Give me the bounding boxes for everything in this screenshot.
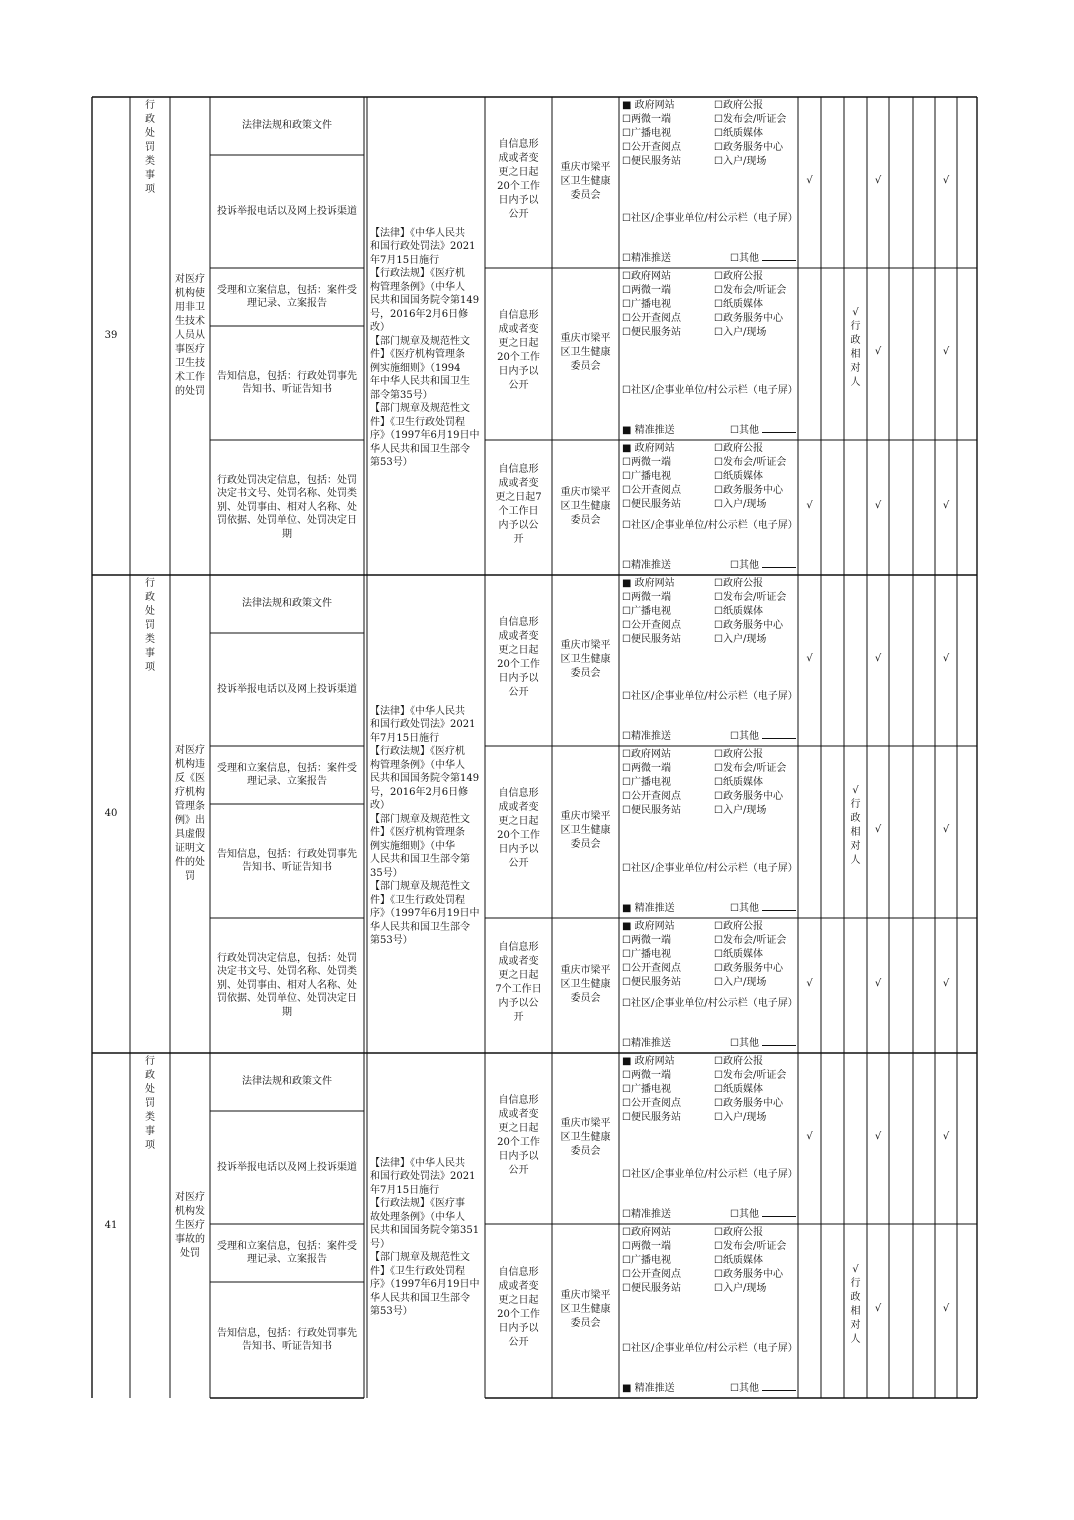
channel-options [622, 748, 796, 818]
disclosure-agency: 重庆市梁平 区卫生健康 委员会 [560, 486, 611, 526]
disclosure-agency: 重庆市梁平 区卫生健康 委员会 [560, 639, 611, 679]
channel-option: ☐纸质媒体 [714, 471, 763, 482]
disclosure-channels [622, 577, 796, 744]
channel-option: ☐广播电视 [622, 949, 671, 960]
target-audience: √ 行 政 相 对 人 [850, 307, 861, 388]
check-mark: √ [942, 977, 950, 989]
check-mark: √ [942, 346, 950, 357]
disclosure-channels [622, 270, 796, 438]
check-mark: √ [806, 977, 813, 989]
channel-option: ☐发布会/听证会 [714, 763, 787, 774]
channel-option: ☐广播电视 [622, 128, 671, 139]
item-name: 对医疗 机构违 反《医 疗机构 管理条 例》出 具虚假 证明文 件的处 罚 [175, 745, 205, 882]
channel-option: ☐便民服务站 [622, 977, 681, 988]
check-mark: √ [874, 652, 882, 664]
other-option: ☐其他 [730, 1038, 759, 1049]
blank-underline [762, 902, 796, 911]
disclosure-content: 受理和立案信息，包括：案件受理记录、立案报告 [217, 1240, 357, 1265]
channel-option: ☐两微一端 [622, 592, 671, 603]
precise-push-option: ☐精准推送 [622, 253, 671, 264]
target-audience [845, 1091, 866, 1187]
item-category: 行 政 处 罚 类 事 项 [145, 578, 155, 673]
channel-option: ☐广播电视 [622, 471, 671, 482]
disclosure-content: 行政处罚决定信息，包括：处罚决定书文号、处罚名称、处罚类别、处罚事由、相对人名称、处罚依据、处罚单位、处罚决定日期 [217, 474, 357, 540]
channel-option: ☐政务服务中心 [714, 963, 783, 974]
channel-option: ☐入户/现场 [714, 499, 767, 510]
disclosure-time-limit: 自信息形 成或者变 更之日起 7个工作日 内予以公 开 [495, 941, 542, 1023]
precise-push-option: ☐精准推送 [622, 731, 671, 742]
check-mark: √ [806, 652, 813, 664]
channel-option: ☐政务服务中心 [714, 1269, 783, 1280]
channel-option: ☐广播电视 [622, 1255, 671, 1266]
channel-option: ☐入户/现场 [714, 805, 767, 816]
push-row [622, 424, 800, 438]
disclosure-time-limit: 自信息形 成或者变 更之日起 20个工作 日内予以 公开 [497, 788, 540, 869]
channel-option: ☐入户/现场 [714, 977, 767, 988]
check-mark: √ [942, 174, 950, 186]
channel-option: ☐两微一端 [622, 114, 671, 125]
channel-option: ☐广播电视 [622, 777, 671, 788]
disclosure-content: 投诉举报电话以及网上投诉渠道 [217, 205, 357, 217]
channel-option: ☐发布会/听证会 [714, 592, 787, 603]
push-row [622, 252, 800, 266]
channel-option: ☐广播电视 [622, 1084, 671, 1095]
precise-push-option: ☐精准推送 [622, 1038, 671, 1049]
disclosure-content: 法律法规和政策文件 [242, 1076, 332, 1088]
disclosure-time-limit: 自信息形 成或者变 更之日起 20个工作 日内予以 公开 [497, 138, 540, 220]
precise-push-option: ■ 精准推送 [622, 425, 675, 436]
disclosure-content: 受理和立案信息，包括：案件受理记录、立案报告 [217, 284, 357, 309]
channel-option: ☐便民服务站 [622, 499, 681, 510]
community-board-option: ☐社区/企事业单位/村公示栏（电子屏） [622, 1169, 798, 1180]
community-board-option: ☐社区/企事业单位/村公示栏（电子屏） [622, 998, 798, 1009]
disclosure-channels [622, 99, 796, 266]
channel-options [622, 1055, 796, 1125]
check-mark: √ [874, 174, 882, 186]
precise-push-option: ☐精准推送 [622, 560, 671, 571]
disclosure-content: 法律法规和政策文件 [242, 120, 332, 132]
disclosure-time-limit: 自信息形 成或者变 更之日起 20个工作 日内予以 公开 [497, 616, 540, 698]
disclosure-content: 投诉举报电话以及网上投诉渠道 [217, 1161, 357, 1173]
channel-option: ☐两微一端 [622, 763, 671, 774]
channel-option: ☐纸质媒体 [714, 949, 763, 960]
channel-option: ☐便民服务站 [622, 156, 681, 167]
channel-option: ☐广播电视 [622, 606, 671, 617]
disclosure-agency: 重庆市梁平 区卫生健康 委员会 [560, 964, 611, 1004]
precise-push-option: ■ 精准推送 [622, 903, 675, 914]
channel-option: ☐纸质媒体 [714, 128, 763, 139]
check-mark: √ [874, 1130, 882, 1142]
channel-option: ☐便民服务站 [622, 1283, 681, 1294]
channel-option: ☐公开查阅点 [622, 791, 681, 802]
blank-underline [762, 424, 796, 433]
channel-option: ☐入户/现场 [714, 634, 767, 645]
disclosure-content: 告知信息，包括：行政处罚事先告知书、听证告知书 [217, 848, 357, 873]
check-mark: √ [806, 174, 813, 186]
channel-option: ☐便民服务站 [622, 805, 681, 816]
other-option: ☐其他 [730, 560, 759, 571]
channel-option: ☐政府公报 [714, 271, 763, 282]
community-board-option: ☐社区/企事业单位/村公示栏（电子屏） [622, 213, 798, 224]
disclosure-agency: 重庆市梁平 区卫生健康 委员会 [560, 811, 611, 850]
disclosure-time-limit: 自信息形 成或者变 更之日起 20个工作 日内予以 公开 [497, 310, 540, 391]
check-mark: √ [942, 1303, 950, 1314]
item-category: 行 政 处 罚 类 事 项 [145, 100, 155, 195]
push-row [622, 730, 800, 744]
channel-option: ☐两微一端 [622, 1070, 671, 1081]
channel-option: ☐纸质媒体 [714, 777, 763, 788]
channel-option: ☐政府网站 [622, 271, 671, 282]
legal-basis: 【法律】《中华人民共 和国行政处罚法》2021 年7月15日施行 【行政法规】《医疗事 故处理条例》（中华人 民共和国国务院令第351 号） 【部门规章及规范性文 件】《卫生行政处罚程 序》（1997年6月19日中 华人民共和国卫生部令 第53号） [370, 1157, 480, 1317]
channel-option: ☐纸质媒体 [714, 606, 763, 617]
blank-underline [762, 730, 796, 739]
channel-option: ☐政务服务中心 [714, 485, 783, 496]
channel-option: ☐公开查阅点 [622, 963, 681, 974]
disclosure-content: 告知信息，包括：行政处罚事先告知书、听证告知书 [217, 1327, 357, 1352]
channel-option: ■ 政府网站 [622, 100, 675, 111]
check-mark: √ [942, 1130, 950, 1142]
channel-option: ☐两微一端 [622, 1241, 671, 1252]
channel-option: ☐发布会/听证会 [714, 457, 787, 468]
blank-underline [762, 1382, 796, 1391]
channel-option: ☐政务服务中心 [714, 1098, 783, 1109]
channel-option: ☐政府公报 [714, 443, 763, 454]
channel-option: ☐政府公报 [714, 1056, 763, 1067]
disclosure-time-limit: 自信息形 成或者变 更之日起 20个工作 日内予以 公开 [497, 1267, 540, 1348]
channel-option: ☐纸质媒体 [714, 299, 763, 310]
channel-option: ☐政府公报 [714, 100, 763, 111]
channel-options [622, 442, 796, 512]
channel-option: ☐入户/现场 [714, 156, 767, 167]
community-board-option: ☐社区/企事业单位/村公示栏（电子屏） [622, 691, 798, 702]
channel-option: ☐政府公报 [714, 1227, 763, 1238]
disclosure-agency: 重庆市梁平 区卫生健康 委员会 [560, 1117, 611, 1157]
check-mark: √ [874, 1303, 882, 1314]
channel-option: ☐公开查阅点 [622, 313, 681, 324]
item-name: 对医疗 机构使 用非卫 生技术 人员从 事医疗 卫生技 术工作 的处罚 [175, 274, 205, 397]
channel-options [622, 920, 796, 990]
other-option: ☐其他 [730, 425, 759, 436]
item-name: 对医疗 机构发 生医疗 事故的 处罚 [175, 1191, 205, 1259]
community-board-option: ☐社区/企事业单位/村公示栏（电子屏） [622, 1343, 798, 1354]
channel-option: ☐政务服务中心 [714, 620, 783, 631]
channel-option: ☐发布会/听证会 [714, 114, 787, 125]
item-number: 41 [104, 1219, 118, 1231]
check-mark: √ [942, 652, 950, 664]
disclosure-time-limit: 自信息形 成或者变 更之日起7 个工作日 内予以公 开 [495, 463, 542, 545]
blank-underline [762, 559, 796, 568]
community-board-option: ☐社区/企事业单位/村公示栏（电子屏） [622, 520, 798, 531]
push-row [622, 1382, 800, 1396]
channel-option: ☐政府网站 [622, 1227, 671, 1238]
push-row [622, 1208, 800, 1222]
channel-option: ☐两微一端 [622, 457, 671, 468]
other-option: ☐其他 [730, 1209, 759, 1220]
channel-option: ☐政府网站 [622, 749, 671, 760]
channel-option: ☐纸质媒体 [714, 1084, 763, 1095]
channel-option: ■ 政府网站 [622, 1056, 675, 1067]
channel-option: ☐广播电视 [622, 299, 671, 310]
disclosure-time-limit: 自信息形 成或者变 更之日起 20个工作 日内予以 公开 [497, 1094, 540, 1176]
channel-option: ☐发布会/听证会 [714, 935, 787, 946]
push-row [622, 902, 800, 916]
target-audience [845, 460, 866, 556]
channel-option: ☐公开查阅点 [622, 142, 681, 153]
disclosure-channels [622, 920, 796, 1051]
channel-option: ☐入户/现场 [714, 327, 767, 338]
other-option: ☐其他 [730, 731, 759, 742]
channel-option: ☐公开查阅点 [622, 1269, 681, 1280]
channel-option: ☐纸质媒体 [714, 1255, 763, 1266]
target-audience: √ 行 政 相 对 人 [850, 785, 861, 866]
legal-basis: 【法律】《中华人民共 和国行政处罚法》2021 年7月15日施行 【行政法规】《医疗机 构管理条例》（中华人 民共和国国务院令第149 号，2016年2月6日修 改） 【部门规章及规范性文 件】《医疗机构管理条 例实施细则》（中华 人民共和国卫生部令第 35号） 【部门规章及规范性文 件】《卫生行政处罚程 序》（1997年6月19日中 华人民共和国卫生部令 第53号） [370, 705, 480, 946]
channel-options [622, 270, 796, 340]
channel-option: ☐政府公报 [714, 749, 763, 760]
check-mark: √ [874, 977, 882, 989]
check-mark: √ [942, 824, 950, 835]
item-number: 39 [104, 330, 118, 342]
disclosure-agency: 重庆市梁平 区卫生健康 委员会 [560, 161, 611, 201]
disclosure-content: 受理和立案信息，包括：案件受理记录、立案报告 [217, 762, 357, 787]
push-row [622, 559, 800, 573]
channel-option: ☐政务服务中心 [714, 313, 783, 324]
channel-option: ■ 政府网站 [622, 578, 675, 589]
check-mark: √ [942, 499, 950, 511]
disclosure-channels [622, 1226, 796, 1396]
other-option: ☐其他 [730, 1383, 759, 1394]
community-board-option: ☐社区/企事业单位/村公示栏（电子屏） [622, 385, 798, 396]
channel-option: ☐便民服务站 [622, 327, 681, 338]
check-mark: √ [874, 824, 882, 835]
channel-options [622, 99, 796, 169]
disclosure-channels [622, 442, 796, 573]
channel-option: ☐发布会/听证会 [714, 285, 787, 296]
check-mark: √ [806, 1130, 813, 1142]
check-mark: √ [806, 499, 813, 511]
legal-basis: 【法律】《中华人民共 和国行政处罚法》2021 年7月15日施行 【行政法规】《医疗机 构管理条例》（中华人 民共和国国务院令第149 号，2016年2月6日修 改） 【部门规章及规范性文 件】《医疗机构管理条 例实施细则》（1994 年中华人民共和国卫生 部令第35号） 【部门规章及规范性文 件】《卫生行政处罚程 序》（1997年6月19日中 华人民共和国卫生部令 第53号） [370, 227, 480, 468]
channel-option: ☐两微一端 [622, 285, 671, 296]
check-mark: √ [874, 499, 882, 511]
target-audience [845, 938, 866, 1034]
channel-option: ☐公开查阅点 [622, 485, 681, 496]
target-audience [845, 613, 866, 709]
channel-option: ■ 政府网站 [622, 921, 675, 932]
channel-option: ☐公开查阅点 [622, 1098, 681, 1109]
other-option: ☐其他 [730, 903, 759, 914]
item-category: 行 政 处 罚 类 事 项 [145, 1056, 155, 1151]
disclosure-agency: 重庆市梁平 区卫生健康 委员会 [560, 333, 611, 372]
blank-underline [762, 252, 796, 261]
push-row [622, 1037, 800, 1051]
disclosure-content: 告知信息，包括：行政处罚事先告知书、听证告知书 [217, 370, 357, 395]
item-number: 40 [104, 808, 118, 820]
disclosure-channels [622, 748, 796, 916]
channel-option: ☐政府公报 [714, 578, 763, 589]
channel-option: ☐便民服务站 [622, 1112, 681, 1123]
disclosure-channels [622, 1055, 796, 1222]
channel-option: ☐政府公报 [714, 921, 763, 932]
precise-push-option: ☐精准推送 [622, 1209, 671, 1220]
channel-option: ☐政务服务中心 [714, 142, 783, 153]
community-board-option: ☐社区/企事业单位/村公示栏（电子屏） [622, 863, 798, 874]
channel-options [622, 1226, 796, 1296]
check-mark: √ [874, 346, 882, 357]
channel-option: ☐两微一端 [622, 935, 671, 946]
channel-option: ☐政务服务中心 [714, 791, 783, 802]
channel-option: ☐公开查阅点 [622, 620, 681, 631]
blank-underline [762, 1208, 796, 1217]
channel-option: ■ 政府网站 [622, 443, 675, 454]
channel-option: ☐发布会/听证会 [714, 1070, 787, 1081]
channel-option: ☐入户/现场 [714, 1283, 767, 1294]
channel-option: ☐便民服务站 [622, 634, 681, 645]
blank-underline [762, 1037, 796, 1046]
disclosure-content: 投诉举报电话以及网上投诉渠道 [217, 683, 357, 695]
disclosure-content: 法律法规和政策文件 [242, 598, 332, 610]
precise-push-option: ■ 精准推送 [622, 1383, 675, 1394]
target-audience [845, 135, 866, 231]
channel-option: ☐入户/现场 [714, 1112, 767, 1123]
disclosure-agency: 重庆市梁平 区卫生健康 委员会 [560, 1290, 611, 1329]
target-audience: √ 行 政 相 对 人 [850, 1264, 861, 1345]
other-option: ☐其他 [730, 253, 759, 264]
channel-option: ☐发布会/听证会 [714, 1241, 787, 1252]
disclosure-content: 行政处罚决定信息，包括：处罚决定书文号、处罚名称、处罚类别、处罚事由、相对人名称、处罚依据、处罚单位、处罚决定日期 [217, 952, 357, 1018]
channel-options [622, 577, 796, 647]
